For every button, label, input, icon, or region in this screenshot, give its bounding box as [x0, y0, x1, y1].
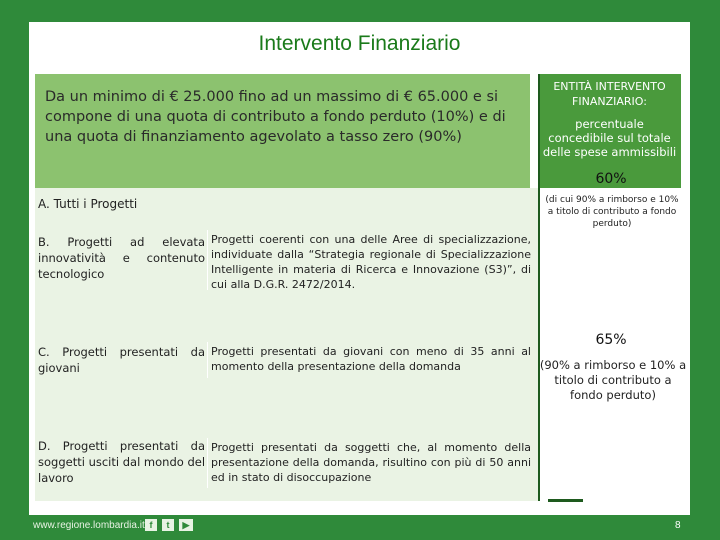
row-d-description: Progetti presentati da soggetti che, al momento della presentazione della domanda, risultino con più di 50 anni ed in stato di disoccupazione: [211, 441, 531, 484]
twitter-icon[interactable]: t: [162, 519, 174, 531]
entity-header-title: ENTITÀ INTERVENTO FINANZIARIO:: [553, 80, 666, 108]
youtube-icon[interactable]: ▶: [179, 519, 193, 531]
row-b-description: Progetti coerenti con una delle Aree di specializzazione, individuate dalla “Strategia regionale di Specializzazione Intelligente in materia di Ricerca e Innovazione (S3)”, di cui alla D.G.R. 2472/2014.: [211, 233, 531, 291]
entity-header-subtitle: percentuale concedibile sul totale delle spese ammissibili: [542, 117, 677, 159]
row-d-separator: [207, 438, 208, 488]
slide-title: Intervento Finanziario: [258, 32, 461, 55]
entity-percentage-bcd: 65%: [595, 332, 627, 348]
row-a-label: A. Tutti i Progetti: [38, 197, 138, 211]
column-divider: [538, 74, 540, 501]
entity-percentage-a: 60%: [595, 171, 627, 187]
facebook-icon[interactable]: f: [145, 519, 157, 531]
page-number: 8: [675, 520, 681, 531]
row-d-label: D. Progetti presentati da soggetti usciti dal mondo del lavoro: [38, 439, 206, 485]
row-b-separator: [207, 230, 208, 290]
social-icons: [145, 517, 193, 533]
row-b-label: B. Progetti ad elevata innovatività e contenuto tecnologico: [38, 235, 205, 281]
footer-url-link[interactable]: www.regione.lombardia.it: [33, 520, 145, 531]
entity-note-bcd: (90% a rimborso e 10% a titolo di contributo a fondo perduto): [539, 358, 687, 402]
row-c-separator: [207, 342, 208, 378]
slide: [29, 22, 690, 515]
decorative-bar: [548, 499, 583, 502]
intro-text: Da un minimo di € 25.000 fino ad un massimo di € 65.000 e si compone di una quota di contributo a fondo perduto (10%) e di una quota di finanziamento agevolato a tasso zero (90%): [45, 89, 506, 145]
intro-box: [35, 74, 530, 188]
row-c-label: C. Progetti presentati da giovani: [38, 345, 205, 375]
entity-note-a: (di cui 90% a rimborso e 10% a titolo di contributo a fondo perduto): [545, 195, 679, 229]
row-c-description: Progetti presentati da giovani con meno di 35 anni al momento della presentazione della domanda: [211, 345, 531, 373]
